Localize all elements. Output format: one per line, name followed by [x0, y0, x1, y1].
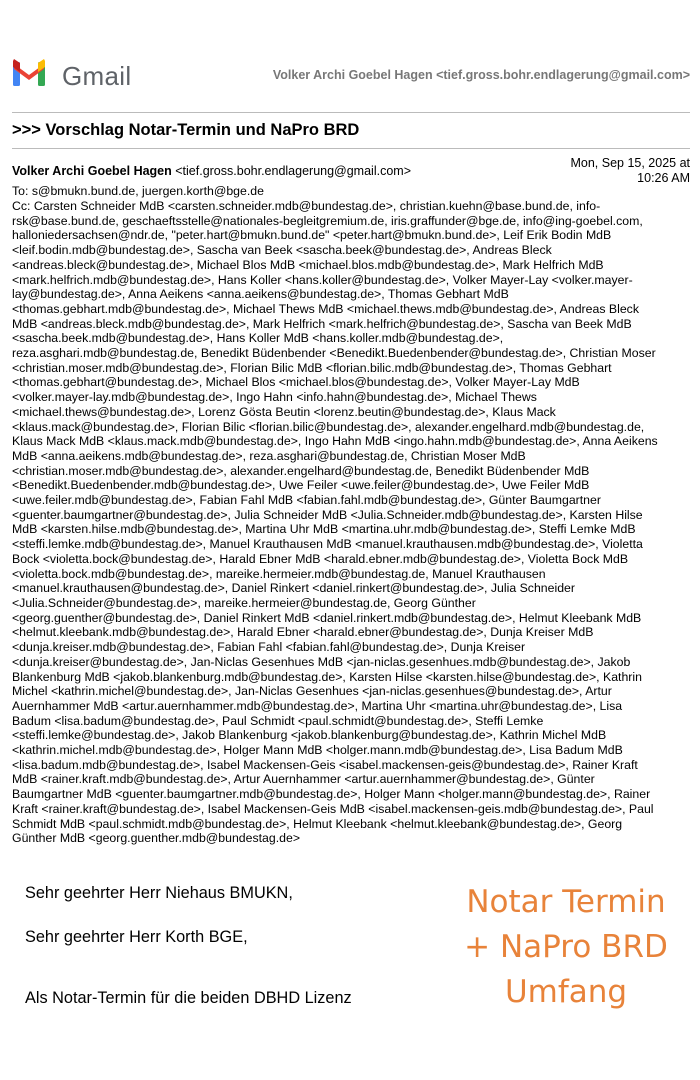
sender-name: Volker Archi Goebel Hagen — [12, 164, 172, 178]
notar-termin-overlay — [442, 880, 690, 1015]
cc-line: <manuel.krauthausen@bundestag.de>, Daniel Rinkert <daniel.rinkert@bundestag.de>, Julia Schneider — [12, 581, 575, 596]
gmail-header — [12, 58, 690, 92]
cc-line: Bock <violetta.bock@bundestag.de>, Harald Ebner MdB <harald.ebner.mdb@bundestag.de>, Violetta Bock MdB — [12, 551, 629, 566]
cc-line: <mark.helfrich.mdb@bundestag.de>, Hans Koller <hans.koller@bundestag.de>, Volker Mayer-Lay <volker.mayer- — [12, 272, 633, 287]
cc-line: Schmidt MdB <paul.schmidt.mdb@bundestag.de>, Helmut Kleebank <helmut.kleebank@bundestag.de>, Georg — [12, 816, 623, 831]
cc-line: <kathrin.michel.mdb@bundestag.de>, Holger Mann MdB <holger.mann.mdb@bundestag.de>, Lisa Badum MdB — [12, 743, 623, 758]
cc-line: MdB <anna.aeikens.mdb@bundestag.de>, reza.asghari@bundestag.de, Christian Moser MdB — [12, 448, 526, 463]
gmail-logo-icon — [12, 58, 46, 88]
cc-line: <georg.guenther@bundestag.de>, Daniel Rinkert MdB <daniel.rinkert.mdb@bundestag.de>, Helmut Kleebank MdB — [12, 610, 642, 625]
cc-line: MdB <karsten.hilse.mdb@bundestag.de>, Martina Uhr MdB <martina.uhr.mdb@bundestag.de>, Steffi Lemke MdB — [12, 522, 636, 537]
cc-line: <dunja.kreiser@bundestag.de>, Jan-Niclas Gesenhues MdB <jan-niclas.gesenhues.mdb@bundestag.de>, Jakob — [12, 654, 631, 669]
cc-line: <steffi.lemke@bundestag.de>, Jakob Blankenburg <jakob.blankenburg@bundestag.de>, Kathrin Michel MdB — [12, 728, 607, 743]
cc-line: <christian.moser.mdb@bundestag.de>, alexander.engelhard@bundestag.de, Benedikt Büdenbender MdB — [12, 463, 590, 478]
cc-line: Badum <lisa.badum@bundestag.de>, Paul Schmidt <paul.schmidt@bundestag.de>, Steffi Lemke — [12, 713, 544, 728]
divider — [12, 112, 690, 113]
email-subject: >>> Vorschlag Notar-Termin und NaPro BRD — [12, 121, 360, 139]
cc-line: halloniedersachsen@ndr.de, "peter.hart@bmukn.bund.de" <peter.hart@bmukn.bund.de>, Leif Erik Bodin MdB — [12, 228, 612, 243]
cc-line: <volker.mayer-lay.mdb@bundestag.de>, Ingo Hahn <info.hahn@bundestag.de>, Michael Thews — [12, 390, 537, 405]
to-recipients: To: s@bmukn.bund.de, juergen.korth@bge.de — [12, 184, 264, 198]
cc-line: Kraft <rainer.kraft@bundestag.de>, Isabel Mackensen-Geis MdB <isabel.mackensen-geis.mdb@bundestag.de>, Paul — [12, 801, 654, 816]
cc-line: <dunja.kreiser.mdb@bundestag.de>, Fabian Fahl <fabian.fahl@bundestag.de>, Dunja Kreiser — [12, 640, 526, 655]
cc-line: <leif.bodin.mdb@bundestag.de>, Sascha van Beek <sascha.beek@bundestag.de>, Andreas Bleck — [12, 243, 552, 258]
cc-line: <thomas.gebhart.mdb@bundestag.de>, Michael Thews MdB <michael.thews.mdb@bundestag.de>, Andreas Bleck — [12, 301, 639, 316]
cc-line: <klaus.mack@bundestag.de>, Florian Bilic <florian.bilic@bundestag.de>, alexander.engelhard.mdb@bundestag.de, — [12, 419, 645, 434]
cc-line: <michael.thews@bundestag.de>, Lorenz Gösta Beutin <lorenz.beutin@bundestag.de>, Klaus Mack — [12, 404, 556, 419]
cc-line: <Benedikt.Buedenbender.mdb@bundestag.de>, Uwe Feiler <uwe.feiler@bundestag.de>, Uwe Feiler MdB — [12, 478, 590, 493]
cc-line: MdB <rainer.kraft.mdb@bundestag.de>, Artur Auernhammer <artur.auernhammer@bundestag.de>, Günter — [12, 772, 595, 787]
time-line: 10:26 AM — [637, 171, 690, 185]
cc-line: <helmut.kleebank.mdb@bundestag.de>, Harald Ebner <harald.ebner@bundestag.de>, Dunja Kreiser MdB — [12, 625, 594, 640]
account-label: Volker Archi Goebel Hagen <tief.gross.bohr.endlagerung@gmail.com> — [272, 68, 690, 82]
cc-line: Günther MdB <georg.guenther.mdb@bundestag.de> — [12, 831, 300, 846]
cc-line: <steffi.lemke.mdb@bundestag.de>, Manuel Krauthausen MdB <manuel.krauthausen.mdb@bundestag.de>, Violetta — [12, 537, 643, 552]
cc-line: <andreas.bleck@bundestag.de>, Michael Blos MdB <michael.blos.mdb@bundestag.de>, Mark Helfrich MdB — [12, 257, 604, 272]
cc-line: Michel <kathrin.michel@bundestag.de>, Jan-Niclas Gesenhues <jan-niclas.gesenhues@bundestag.de>, Artur — [12, 684, 612, 699]
cc-line: <lisa.badum.mdb@bundestag.de>, Isabel Mackensen-Geis <isabel.mackensen-geis@bundestag.de>, Rainer Kraft — [12, 757, 638, 772]
cc-line: Blankenburg MdB <jakob.blankenburg.mdb@bundestag.de>, Karsten Hilse <karsten.hilse@bundestag.de>, Kathrin — [12, 669, 642, 684]
cc-line: <sascha.beek.mdb@bundestag.de>, Hans Koller MdB <hans.koller.mdb@bundestag.de>, — [12, 331, 504, 346]
cc-line: rsk@base.bund.de, geschaeftsstelle@nationales-begleitgremium.de, iris.graffunder@bge.de, info@ing-goebel.com, — [12, 213, 643, 228]
cc-line: reza.asghari.mdb@bundestag.de, Benedikt Büdenbender <Benedikt.Buedenbender@bundestag.de>, Christian Moser — [12, 346, 656, 361]
cc-line: <thomas.gebhart@bundestag.de>, Michael Blos <michael.blos@bundestag.de>, Volker Mayer-Lay MdB — [12, 375, 580, 390]
gmail-wordmark: Gmail — [62, 61, 132, 91]
sender-line — [12, 164, 411, 178]
overlay-line: + NaPro BRD — [464, 929, 668, 965]
cc-line: <Julia.Schneider@bundestag.de>, mareike.hermeier@bundestag.de, Georg Günther — [12, 595, 476, 610]
body-text-line: Als Notar-Termin für die beiden DBHD Lizenz — [25, 989, 352, 1007]
cc-line: Auernhammer MdB <artur.auernhammer.mdb@bundestag.de>, Martina Uhr <martina.uhr@bundestag.de>, Lisa — [12, 698, 623, 713]
overlay-line: Notar Termin — [466, 884, 666, 920]
sender-email: <tief.gross.bohr.endlagerung@gmail.com> — [175, 164, 411, 178]
cc-line: Cc: Carsten Schneider MdB <carsten.schneider.mdb@bundestag.de>, christian.kuehn@base.bund.de, info- — [12, 199, 601, 213]
divider — [12, 148, 690, 149]
cc-line: lay@bundestag.de>, Anna Aeikens <anna.aeikens@bundestag.de>, Thomas Gebhart MdB — [12, 287, 509, 302]
email-date — [570, 156, 690, 186]
overlay-line: Umfang — [504, 974, 628, 1010]
cc-recipients — [12, 199, 690, 846]
cc-line: Baumgartner MdB <guenter.baumgartner.mdb@bundestag.de>, Holger Mann <holger.mann@bundestag.de>, Rainer — [12, 787, 651, 802]
greeting-korth: Sehr geehrter Herr Korth BGE, — [25, 928, 248, 946]
cc-line: <guenter.baumgartner@bundestag.de>, Julia Schneider MdB <Julia.Schneider.mdb@bundestag.de>, Karsten Hilse — [12, 507, 643, 522]
cc-line: <violetta.bock.mdb@bundestag.de>, mareike.hermeier.mdb@bundestag.de, Manuel Krauthausen — [12, 566, 546, 581]
cc-line: <christian.moser.mdb@bundestag.de>, Florian Bilic MdB <florian.bilic.mdb@bundestag.de>, Thomas Gebhart — [12, 360, 612, 375]
date-line: Mon, Sep 15, 2025 at — [570, 156, 690, 170]
greeting-niehaus: Sehr geehrter Herr Niehaus BMUKN, — [25, 884, 293, 902]
cc-line: Klaus Mack MdB <klaus.mack.mdb@bundestag.de>, Ingo Hahn MdB <ingo.hahn.mdb@bundestag.de>, Anna Aeikens — [12, 434, 658, 449]
cc-line: <uwe.feiler.mdb@bundestag.de>, Fabian Fahl MdB <fabian.fahl.mdb@bundestag.de>, Günter Baumgartner — [12, 493, 601, 508]
cc-line: MdB <andreas.bleck.mdb@bundestag.de>, Mark Helfrich <mark.helfrich@bundestag.de>, Sascha van Beek MdB — [12, 316, 632, 331]
